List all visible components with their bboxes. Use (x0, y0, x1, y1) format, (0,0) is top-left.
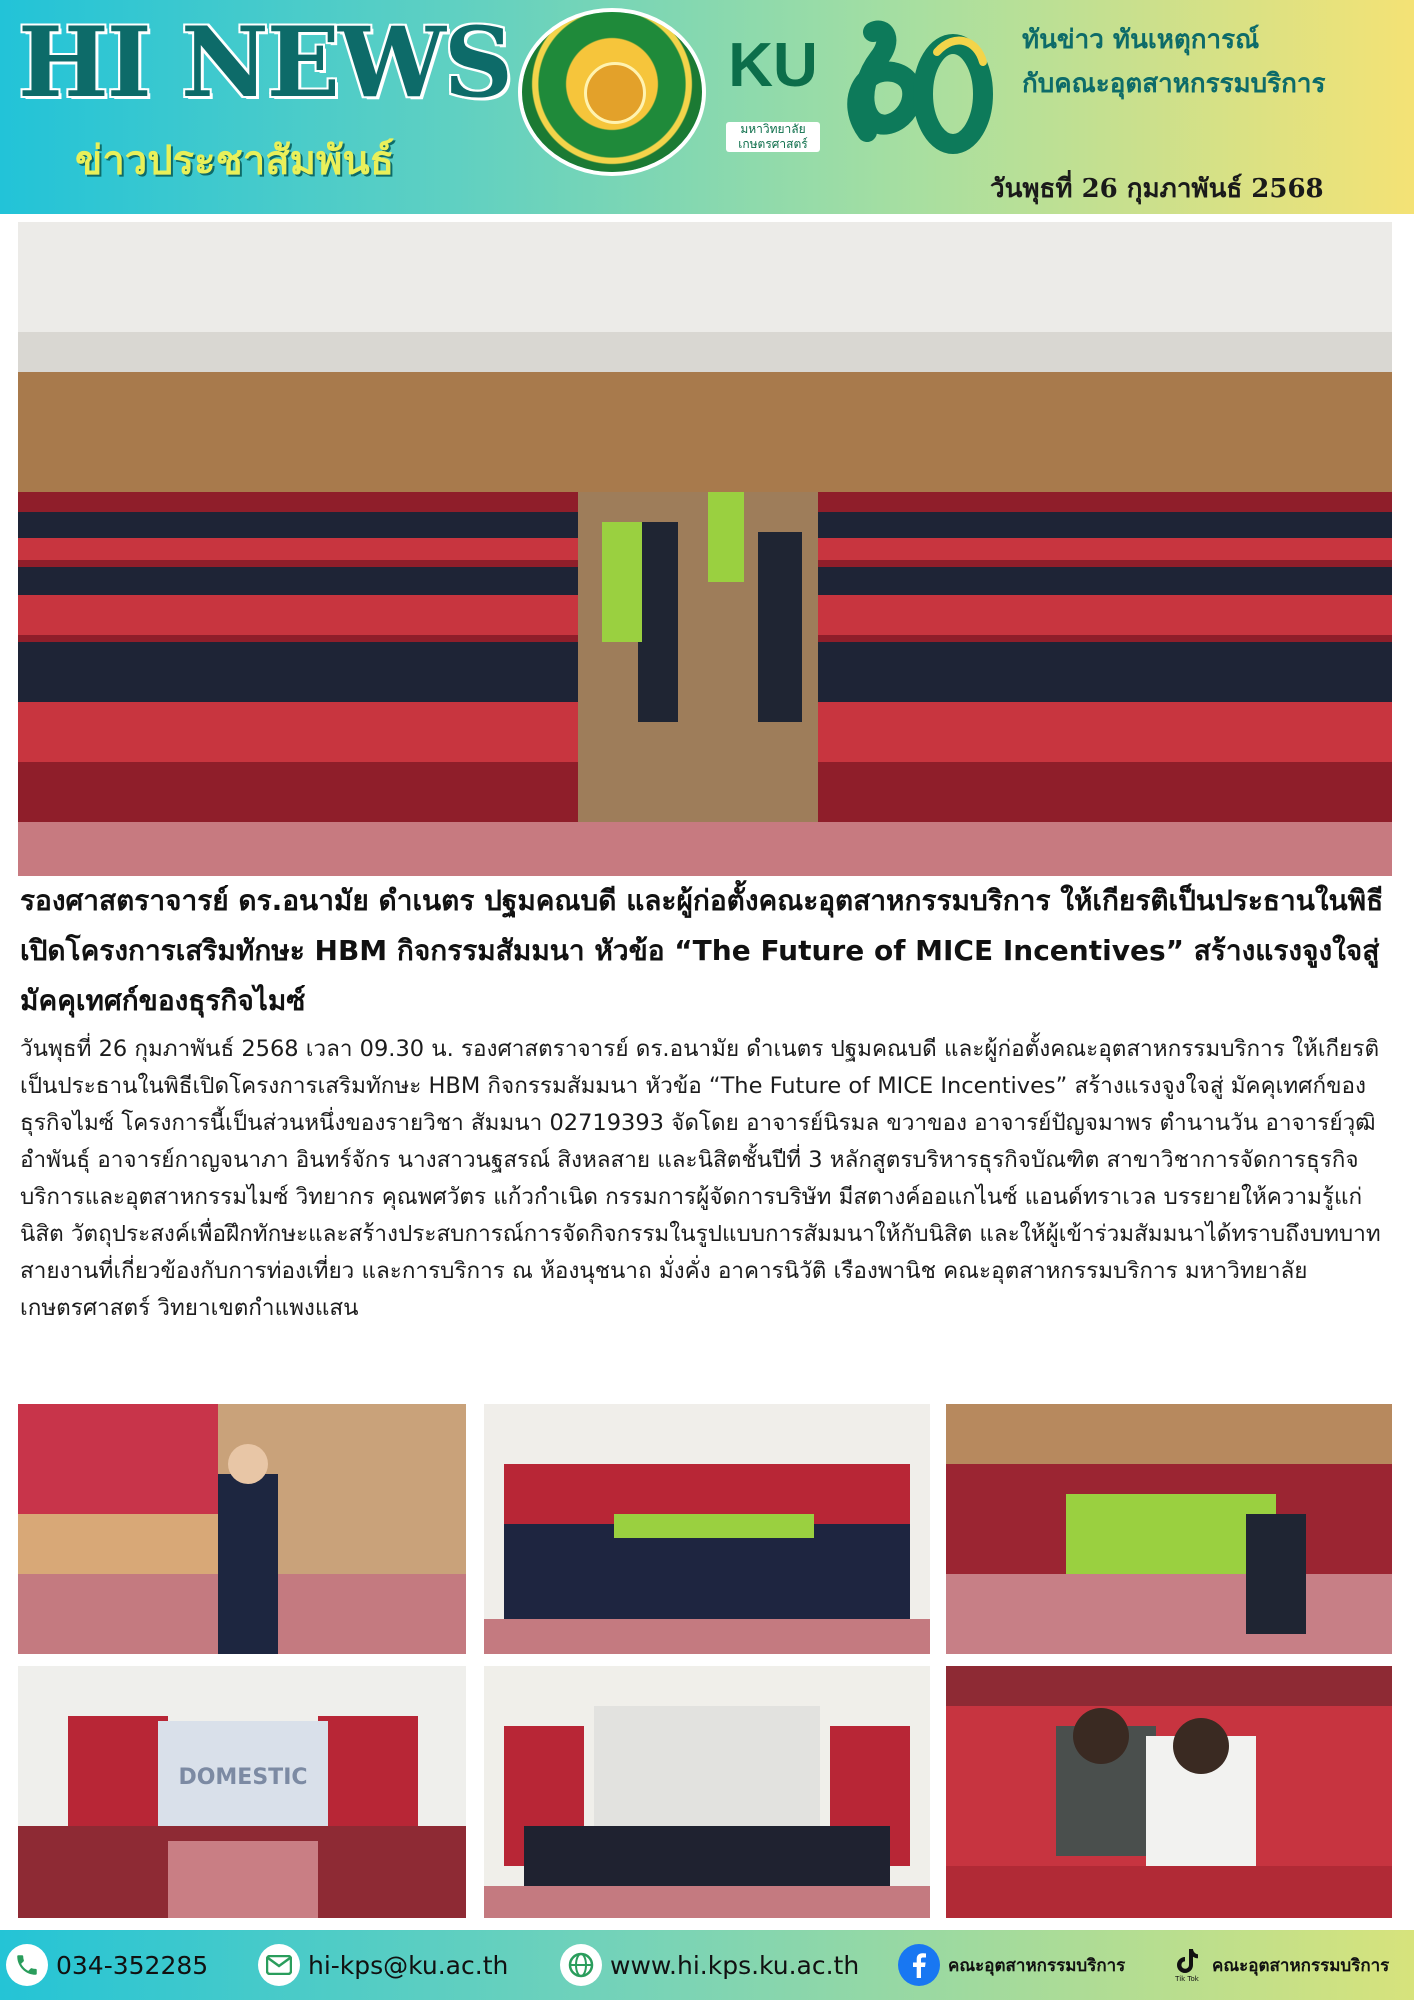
auditorium-group-image (18, 222, 1392, 876)
tagline (1022, 18, 1325, 106)
article-body: วันพุธที่ 26 กุมภาพันธ์ 2568 เวลา 09.30 น. รองศาสตราจารย์ ดร.อนามัย ดำเนตร ปฐมคณบดี และผู้ก่อตั้งคณะอุตสาหกรรมบริการ ให้เกียรติเป็นประธานในพิธีเปิดโครงการเสริมทักษะ HBM กิจกรรมสัมมนา หัวข้อ “The Future of MICE Incentives” สร้างแรงจูงใจสู่ มัคคุเทศก์ของธุรกิจไมซ์ โครงการนี้เป็นส่วนหนึ่งของรายวิชา สัมมนา 02719393 จัดโดย อาจารย์นิรมล ขวาของ อาจารย์ปัญจมาพร ตำนานวัน อาจารย์วุฒิ อำพันธุ์ อาจารย์กาญจนาภา อินทร์จักร นางสาวนฐสรณ์ สิงหลสาย และนิสิตชั้นปีที่ 3 หลักสูตรบริหารธุรกิจบัณฑิต สาขาวิชาการจัดการธุรกิจบริการและอุตสาหกรรมไมซ์ วิทยากร คุณพศวัตร แก้วกำเนิด กรรมการผู้จัดการบริษัท มีสตางค์ออแกไนซ์ แอนด์ทราเวล บรรยายให้ความรู้แก่นิสิต วัตถุประสงค์เพื่อฝึกทักษะและสร้างประสบการณ์การจัดกิจกรรมในรูปแบบการสัมมนาให้กับนิสิต และให้ผู้เข้าร่วมสัมมนาได้ทราบถึงบทบาทสายงานที่เกี่ยวข้องกับการท่องเที่ยว และการบริการ ณ ห้องนุชนาถ มั่งคั่ง อาคารนิวัติ เรืองพานิช คณะอุตสาหกรรมบริการ มหาวิทยาลัยเกษตรศาสตร์ วิทยาเขตกำแพงแสน (20, 1036, 1381, 1321)
ku-logo-caption-line2: เกษตรศาสตร์ (738, 137, 808, 151)
students-stage-photo (484, 1666, 930, 1918)
seal-emblem (584, 62, 646, 124)
presentation-screen-photo (18, 1666, 466, 1918)
brand-title: HI NEWS (18, 6, 512, 119)
footer-email[interactable] (258, 1942, 508, 1988)
audience-seats-photo (946, 1666, 1392, 1918)
footer-website-text: www.hi.kps.ku.ac.th (610, 1950, 860, 1980)
speaker-image (18, 1404, 466, 1654)
footer-phone[interactable] (6, 1942, 208, 1988)
footer-tiktok-text: คณะอุตสาหกรรมบริการ (1212, 1955, 1390, 1976)
screen-text: DOMESTIC (178, 1765, 308, 1790)
footer-website[interactable] (560, 1942, 859, 1988)
article-headline: รองศาสตราจารย์ ดร.อนามัย ดำเนตร ปฐมคณบดี และผู้ก่อตั้งคณะอุตสาหกรรมบริการ ให้เกียรติเป็นประธานในพิธีเปิดโครงการเสริมทักษะ HBM กิจกรรมสัมมนา หัวข้อ “The Future of MICE Incentives” สร้างแรงจูงใจสู่ มัคคุเทศก์ของธุรกิจไมซ์ (20, 884, 1384, 1017)
stage-group-image (484, 1404, 930, 1654)
facebook-icon (898, 1944, 940, 1986)
stage-group-photo (484, 1404, 930, 1654)
students-stage-image (484, 1666, 930, 1918)
contact-footer (0, 1930, 1414, 2000)
footer-facebook-text: คณะอุตสาหกรรมบริการ (948, 1955, 1126, 1976)
presentation-screen-image (18, 1666, 466, 1918)
globe-icon (560, 1944, 602, 1986)
audience-front-row-photo (946, 1404, 1392, 1654)
footer-email-text: hi-kps@ku.ac.th (308, 1950, 509, 1980)
phone-icon (6, 1944, 48, 1986)
tagline-line2: กับคณะอุตสาหกรรมบริการ (1022, 69, 1326, 99)
audience-seats-image (946, 1666, 1392, 1918)
header-date: วันพุธที่ 26 กุมภาพันธ์ 2568 (990, 174, 1324, 204)
footer-facebook[interactable] (898, 1942, 1125, 1988)
ku-logo (724, 30, 822, 160)
mail-icon (258, 1944, 300, 1986)
kasetsart-seal-icon (522, 12, 702, 172)
ku-logo-letters: KU (728, 31, 818, 100)
footer-phone-text: 034-352285 (56, 1950, 209, 1980)
brand-subtitle: ข่าวประชาสัมพันธ์ (75, 138, 395, 184)
main-group-photo (18, 222, 1392, 876)
ku-80-years-icon (845, 12, 995, 162)
ku-logo-caption-line1: มหาวิทยาลัย (740, 122, 806, 136)
ku-logo-caption (726, 122, 820, 152)
tiktok-icon (1170, 1944, 1204, 1986)
tiktok-caption: Tik Tok (1175, 1975, 1199, 1983)
header-banner (0, 0, 1414, 214)
footer-tiktok[interactable] (1170, 1942, 1389, 1988)
speaker-photo (18, 1404, 466, 1654)
tagline-line1: ทันข่าว ทันเหตุการณ์ (1022, 25, 1260, 55)
audience-front-row-image (946, 1404, 1392, 1654)
